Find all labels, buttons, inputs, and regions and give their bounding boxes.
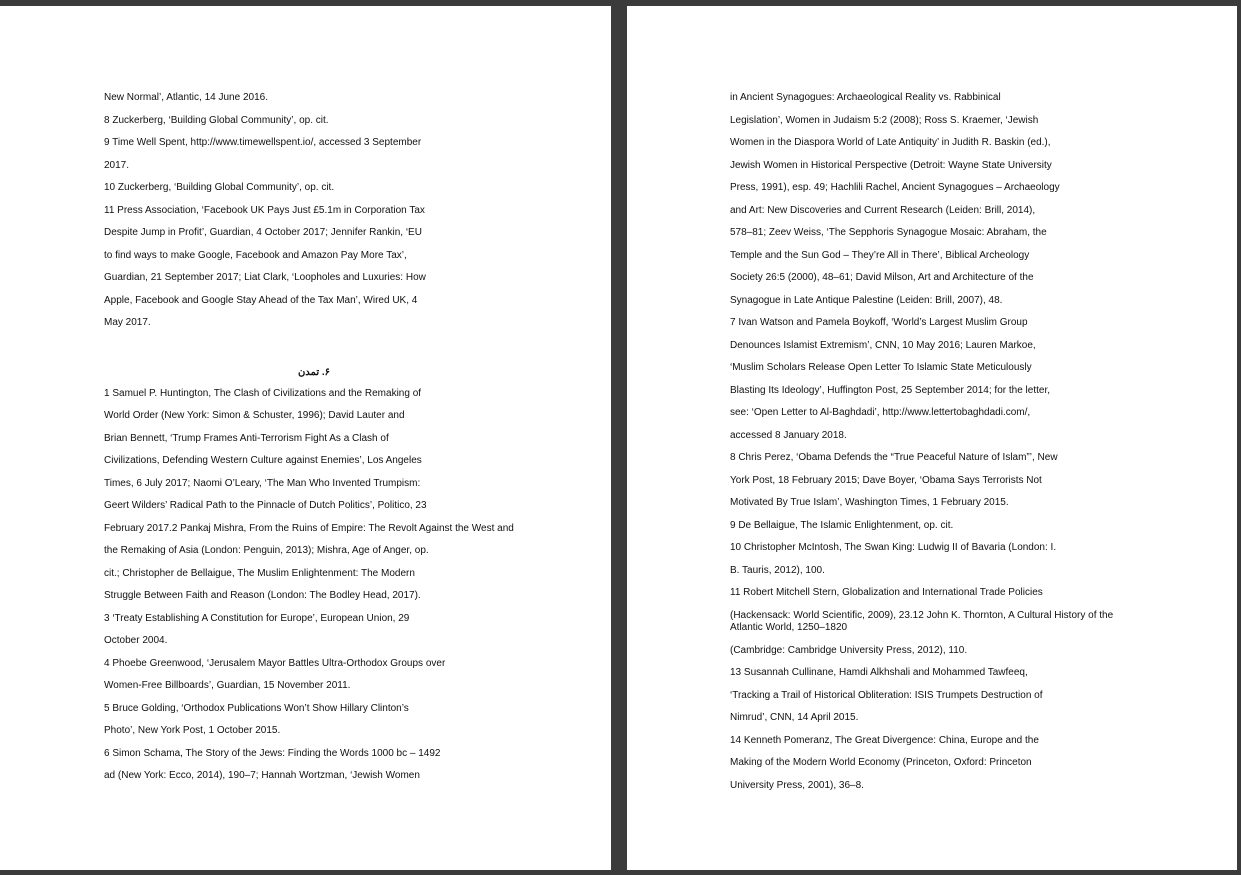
- text-line: 7 Ivan Watson and Pamela Boykoff, ‘World’s Largest Muslim Group: [730, 317, 1028, 328]
- text-line: 8 Chris Perez, ‘Obama Defends the “True Peaceful Nature of Islam”’, New: [730, 452, 1058, 463]
- text-line: 1 Samuel P. Huntington, The Clash of Civilizations and the Remaking of: [104, 387, 422, 399]
- text-line: Legislation’, Women in Judaism 5:2 (2008); Ross S. Kraemer, ‘Jewish: [730, 114, 1039, 126]
- text-line: Synagogue in Late Antique Palestine (Leiden: Brill, 2007), 48.: [730, 294, 1003, 306]
- text-line-wrapped: (Hackensack: World Scientific, 2009), 23.12 John K. Thornton, A Cultural History of the Atlantic World, 1250–1820: [730, 609, 1114, 633]
- text-line: 2017.: [104, 159, 130, 171]
- text-line: ad (New York: Ecco, 2014), 190–7; Hannah Wortzman, ‘Jewish Women: [104, 770, 420, 781]
- text-line: 9 Time Well Spent, http://www.timewellspent.io/, accessed 3 September: [104, 137, 422, 148]
- text-line: Denounces Islamist Extremism’, CNN, 10 May 2016; Lauren Markoe,: [730, 339, 1036, 351]
- text-line: in Ancient Synagogues: Archaeological Reality vs. Rabbinical: [730, 92, 1001, 103]
- text-line: Jewish Women in Historical Perspective (Detroit: Wayne State University: [730, 159, 1052, 171]
- text-line: World Order (New York: Simon & Schuster, 1996); David Lauter and: [104, 410, 405, 421]
- text-line: 13 Susannah Cullinane, Hamdi Alkhshali and Mohammed Tawfeeq,: [730, 667, 1028, 678]
- text-line: Geert Wilders’ Radical Path to the Pinnacle of Dutch Politics’, Politico, 23: [104, 500, 427, 511]
- text-line: May 2017.: [104, 317, 151, 328]
- text-line: 11 Robert Mitchell Stern, Globalization and International Trade Policies: [730, 587, 1043, 598]
- text-line: Guardian, 21 September 2017; Liat Clark, ‘Loopholes and Luxuries: How: [104, 272, 426, 283]
- text-line: and Art: New Discoveries and Current Research (Leiden: Brill, 2014),: [730, 204, 1036, 216]
- text-line: Motivated By True Islam’, Washington Times, 1 February 2015.: [730, 497, 1009, 508]
- text-line: Press, 1991), esp. 49; Hachlili Rachel, Ancient Synagogues – Archaeology: [730, 182, 1060, 193]
- text-line: 10 Zuckerberg, ‘Building Global Community’, op. cit.: [104, 182, 335, 193]
- text-line: ‘Tracking a Trail of Historical Obliteration: ISIS Trumpets Destruction of: [730, 689, 1043, 701]
- page-text-right: [730, 87, 1145, 797]
- text-line: Times, 6 July 2017; Naomi O’Leary, ‘The Man Who Invented Trumpism:: [104, 477, 421, 489]
- text-line: York Post, 18 February 2015; Dave Boyer, ‘Obama Says Terrorists Not: [730, 474, 1042, 486]
- document-page-right: [627, 6, 1237, 870]
- text-line: B. Tauris, 2012), 100.: [730, 564, 825, 576]
- text-line: February 2017.2 Pankaj Mishra, From the Ruins of Empire: The Revolt Against the West and: [104, 522, 514, 534]
- text-line: 9 De Bellaigue, The Islamic Enlightenment, op. cit.: [730, 519, 954, 531]
- text-line: 8 Zuckerberg, ‘Building Global Community’, op. cit.: [104, 114, 329, 126]
- section-heading: ۶. تمدن: [297, 366, 331, 378]
- text-line: New Normal’, Atlantic, 14 June 2016.: [104, 92, 268, 103]
- text-line: 4 Phoebe Greenwood, ‘Jerusalem Mayor Battles Ultra-Orthodox Groups over: [104, 657, 446, 669]
- text-line: Temple and the Sun God – They’re All in There’, Biblical Archeology: [730, 249, 1030, 261]
- text-line: Making of the Modern World Economy (Princeton, Oxford: Princeton: [730, 757, 1032, 768]
- page-text-left: [104, 87, 524, 788]
- text-line: ‘Muslim Scholars Release Open Letter To Islamic State Meticulously: [730, 362, 1032, 373]
- text-line: Brian Bennett, ‘Trump Frames Anti-Terrorism Fight As a Clash of: [104, 432, 389, 444]
- text-line: 11 Press Association, ‘Facebook UK Pays Just £5.1m in Corporation Tax: [104, 204, 425, 216]
- text-line: Nimrud’, CNN, 14 April 2015.: [730, 712, 859, 723]
- text-line: to find ways to make Google, Facebook and Amazon Pay More Tax’,: [104, 249, 407, 261]
- text-line: (Cambridge: Cambridge University Press, 2012), 110.: [730, 644, 968, 656]
- text-line: cit.; Christopher de Bellaigue, The Muslim Enlightenment: The Modern: [104, 567, 415, 579]
- text-line: Women-Free Billboards’, Guardian, 15 November 2011.: [104, 680, 351, 691]
- text-line: Despite Jump in Profit’, Guardian, 4 October 2017; Jennifer Rankin, ‘EU: [104, 227, 422, 238]
- text-line: Society 26:5 (2000), 48–61; David Milson, Art and Architecture of the: [730, 272, 1034, 283]
- text-line: Blasting Its Ideology’, Huffington Post, 25 September 2014; for the letter,: [730, 384, 1051, 396]
- text-line: 578–81; Zeev Weiss, ‘The Sepphoris Synagogue Mosaic: Abraham, the: [730, 227, 1047, 238]
- text-line: Women in the Diaspora World of Late Antiquity’ in Judith R. Baskin (ed.),: [730, 137, 1051, 148]
- text-line: 3 ‘Treaty Establishing A Constitution for Europe’, European Union, 29: [104, 612, 410, 624]
- text-line: Apple, Facebook and Google Stay Ahead of the Tax Man’, Wired UK, 4: [104, 294, 418, 306]
- text-line: October 2004.: [104, 635, 168, 646]
- text-line: Photo’, New York Post, 1 October 2015.: [104, 725, 281, 736]
- text-line: Struggle Between Faith and Reason (London: The Bodley Head, 2017).: [104, 590, 421, 601]
- text-line: 10 Christopher McIntosh, The Swan King: Ludwig II of Bavaria (London: I.: [730, 542, 1057, 553]
- text-line: 6 Simon Schama, The Story of the Jews: Finding the Words 1000 bc – 1492: [104, 747, 441, 759]
- text-line: 5 Bruce Golding, ‘Orthodox Publications Won’t Show Hillary Clinton’s: [104, 702, 409, 714]
- text-line: 14 Kenneth Pomeranz, The Great Divergence: China, Europe and the: [730, 734, 1039, 746]
- text-line: University Press, 2001), 36–8.: [730, 779, 864, 791]
- text-line: accessed 8 January 2018.: [730, 429, 847, 441]
- text-line: see: ‘Open Letter to Al-Baghdadi’, http://www.lettertobaghdadi.com/,: [730, 407, 1031, 418]
- text-line: the Remaking of Asia (London: Penguin, 2013); Mishra, Age of Anger, op.: [104, 545, 429, 556]
- text-line: Civilizations, Defending Western Culture against Enemies’, Los Angeles: [104, 455, 422, 466]
- document-page-left: [0, 6, 611, 870]
